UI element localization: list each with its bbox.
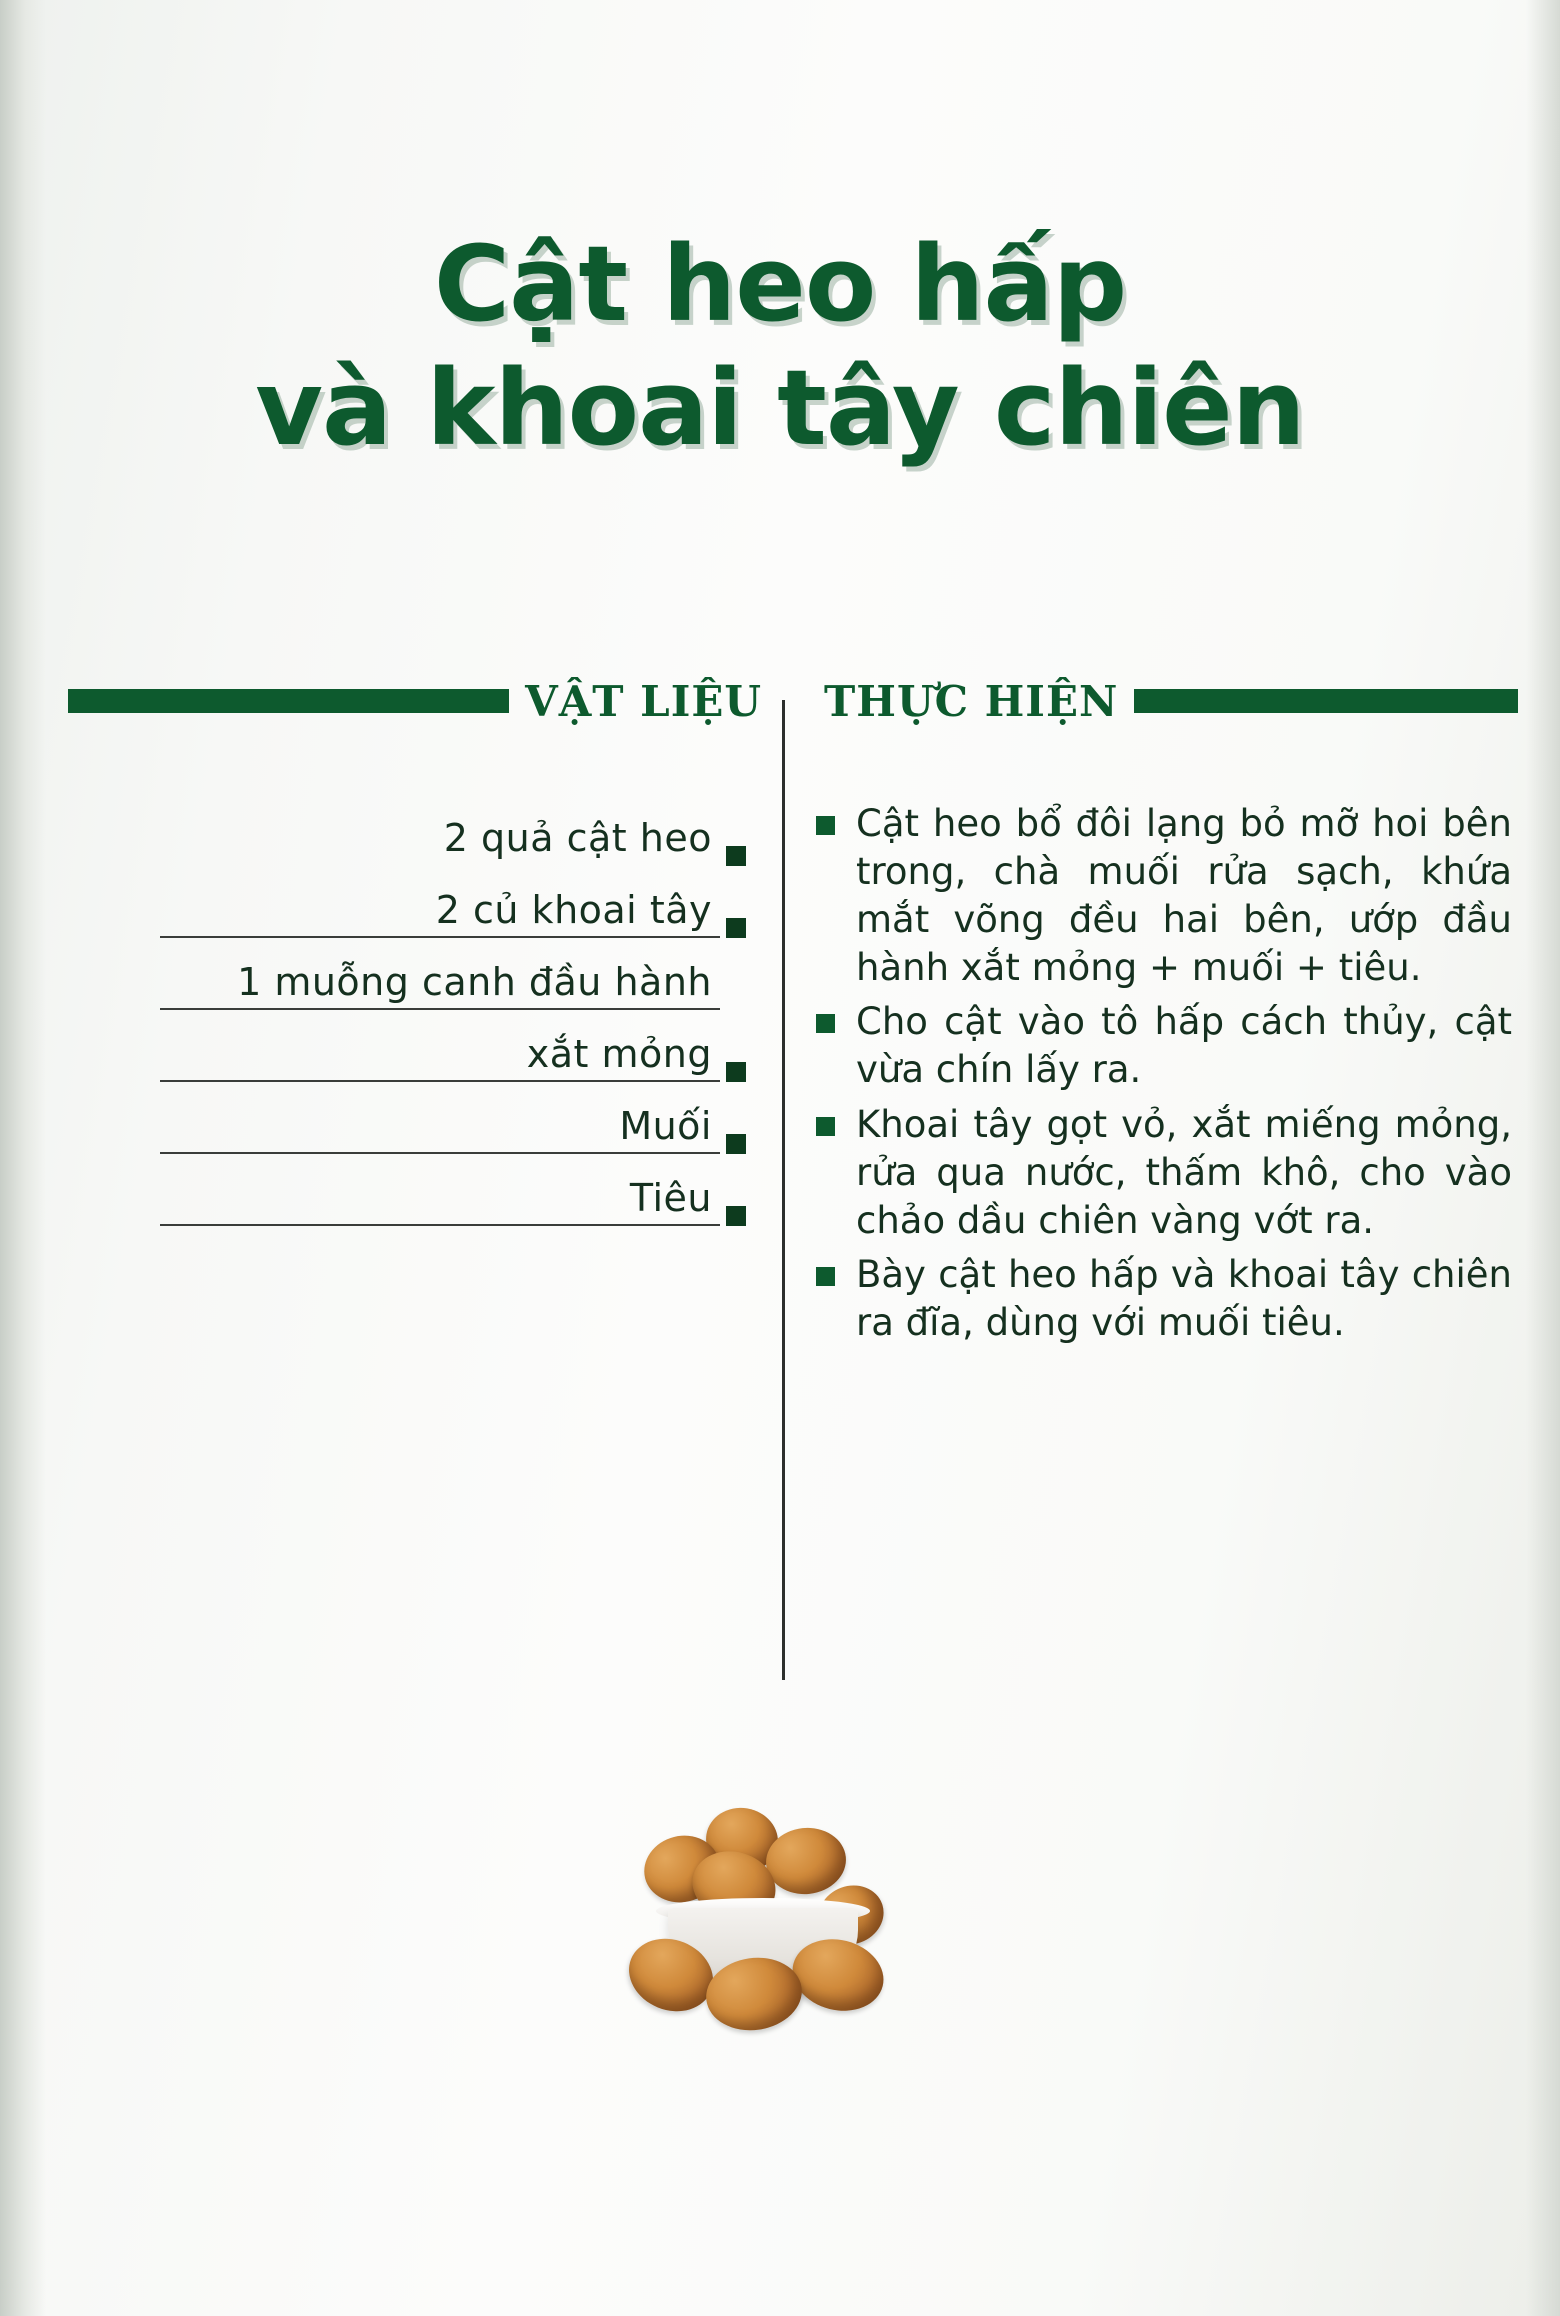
ingredient-rule [160,1008,720,1010]
ingredient-rule [160,1152,720,1154]
ingredient-text: xắt mỏng [526,1032,712,1076]
bullet-square-icon [726,1134,746,1154]
steps-header [808,670,1518,732]
bullet-square-icon [726,846,746,866]
steps-list [812,800,1512,1347]
title-line-1: Cật heo hấp [433,223,1127,345]
bullet-square-icon [726,1062,746,1082]
bullet-square-icon [726,1206,746,1226]
header-rule-left [68,689,509,713]
bullet-square-icon [816,816,835,835]
list-item [130,800,760,872]
list-item [130,1160,760,1232]
list-item [812,800,1512,992]
steps-header-label: THỰC HIỆN [824,676,1119,726]
list-item [130,872,760,944]
bullet-square-icon [816,1117,835,1136]
list-item [130,944,760,1016]
step-text: Cho cật vào tô hấp cách thủy, cật vừa chín lấy ra. [856,1000,1512,1092]
ingredient-text: 1 muỗng canh đầu hành [237,960,712,1004]
ingredients-list [130,800,760,1232]
bullet-square-icon [726,918,746,938]
list-item [812,1101,1512,1245]
bullet-square-icon [816,1014,835,1033]
step-text: Khoai tây gọt vỏ, xắt miếng mỏng, rửa qua nước, thấm khô, cho vào chảo dầu chiên vàng vớt ra. [856,1102,1512,1242]
ingredient-text: Tiêu [629,1176,712,1220]
step-text: Bày cật heo hấp và khoai tây chiên ra đĩa, dùng với muối tiêu. [856,1252,1512,1344]
step-text: Cật heo bổ đôi lạng bỏ mỡ hoi bên trong, chà muối rửa sạch, khứa mắt võng đều hai bên, ướp đầu hành xắt mỏng + muối + tiêu. [856,802,1512,990]
potato-photo [610,1790,960,2050]
bullet-square-icon [816,1267,835,1286]
page-title [0,223,1560,469]
ingredient-rule [160,1080,720,1082]
ingredient-text: 2 quả cật heo [443,816,712,860]
title-line-2: và khoai tây chiên [255,347,1305,469]
ingredient-rule [160,1224,720,1226]
list-item [812,998,1512,1094]
ingredient-rule [160,936,720,938]
section-headers [68,670,1518,732]
ingredient-text: 2 củ khoai tây [435,888,712,932]
list-item [130,1016,760,1088]
list-item [812,1251,1512,1347]
list-item [130,1088,760,1160]
ingredients-header [68,670,778,732]
column-divider [782,700,785,1680]
header-rule-right [1134,689,1518,713]
ingredients-header-label: VẬT LIỆU [525,676,762,726]
ingredient-text: Muối [619,1104,712,1148]
